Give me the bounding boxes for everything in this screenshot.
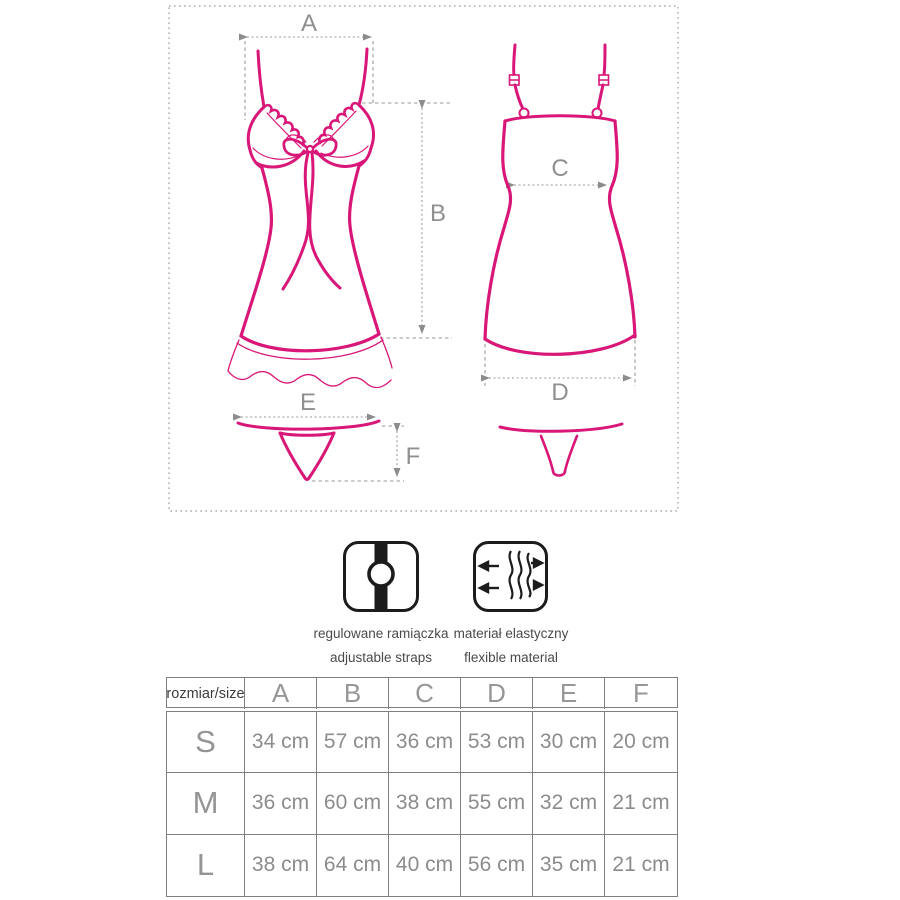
column-header-b: B xyxy=(317,678,389,709)
thong-front-left-edge xyxy=(280,433,305,478)
thong-back-right-edge xyxy=(565,436,577,471)
table-cell: 55 cm xyxy=(461,773,533,834)
thong-back-tip xyxy=(553,471,565,476)
table-cell: 36 cm xyxy=(245,773,317,834)
back-strap-right-upper xyxy=(604,45,605,75)
bow-knot xyxy=(307,146,313,152)
back-side-right xyxy=(609,121,635,337)
front-ruffle-right xyxy=(381,337,392,368)
thong-front-drawing xyxy=(238,421,379,480)
dimension-d-label: D xyxy=(551,379,569,406)
dimension-labels xyxy=(300,10,569,470)
strap-ring xyxy=(369,562,393,586)
dimension-b-label: B xyxy=(429,200,447,227)
feature-label-en-straps: adjustable straps xyxy=(329,650,433,665)
table-cell: 20 cm xyxy=(605,712,677,773)
front-ruffle-left xyxy=(228,340,239,371)
size-row-label-l: L xyxy=(167,835,245,896)
thong-front-waistband xyxy=(238,421,379,429)
table-cell: 35 cm xyxy=(533,835,605,896)
thong-back-drawing xyxy=(500,424,622,476)
table-cell: 32 cm xyxy=(533,773,605,834)
front-ruffle-wave xyxy=(228,371,391,388)
bow-loop-right xyxy=(312,139,336,155)
column-header-f: F xyxy=(633,678,649,708)
table-cell: 60 cm xyxy=(317,773,389,834)
front-strap-right xyxy=(359,49,367,105)
back-top-edge xyxy=(505,116,615,121)
back-side-left xyxy=(485,121,511,339)
back-view-drawing xyxy=(485,45,635,354)
table-cell: 36 cm xyxy=(389,712,461,773)
column-header-d: D xyxy=(461,678,533,709)
size-row-label-s: S xyxy=(167,712,245,773)
thong-front-top-edge xyxy=(280,433,334,435)
table-cell: 34 cm xyxy=(245,712,317,773)
front-side-right xyxy=(350,166,379,334)
back-strap-right-lower xyxy=(598,85,603,109)
feature-label-pl-material: materiał elastyczny xyxy=(453,626,569,641)
thong-back-waistband xyxy=(500,424,622,431)
front-cup-left-outer xyxy=(248,107,264,168)
adjustable-straps-icon xyxy=(343,541,419,612)
front-view-drawing xyxy=(228,49,392,388)
table-cell: 30 cm xyxy=(533,712,605,773)
table-cell: 21 cm xyxy=(605,773,677,834)
dimension-f-label: F xyxy=(405,443,421,470)
dimension-e-label: E xyxy=(299,389,317,416)
size-table-header xyxy=(166,677,678,708)
front-cup-right-outer xyxy=(359,105,374,166)
dimension-c-label: C xyxy=(551,155,569,182)
front-lace-edge-right xyxy=(319,103,359,143)
thong-back-left-edge xyxy=(541,436,553,471)
column-header-a: A xyxy=(245,678,317,709)
table-cell: 64 cm xyxy=(317,835,389,896)
table-cell: 21 cm xyxy=(612,853,670,877)
flexible-material-icon xyxy=(473,541,548,612)
table-cell: 53 cm xyxy=(461,712,533,773)
back-strap-left-upper xyxy=(514,45,515,75)
table-cell: 56 cm xyxy=(461,835,533,896)
size-table-corner-label: rozmiar/size xyxy=(167,678,245,709)
feature-label-en-material: flexible material xyxy=(464,650,558,665)
thong-front-right-edge xyxy=(309,433,334,478)
front-side-left xyxy=(241,168,271,336)
ribbon-tail-right xyxy=(310,153,340,288)
size-table-body xyxy=(166,711,678,897)
ribbon-tail-left xyxy=(283,153,308,289)
garment-measurement-diagram xyxy=(165,2,683,516)
column-header-c: C xyxy=(389,678,461,709)
table-cell: 38 cm xyxy=(245,835,317,896)
feature-label-pl-straps: regulowane ramiączka xyxy=(313,626,449,641)
table-cell: 38 cm xyxy=(389,773,461,834)
front-strap-left xyxy=(258,51,264,107)
front-lace-edge-left xyxy=(264,105,304,145)
thong-front-apex xyxy=(305,478,309,480)
table-cell: 40 cm xyxy=(389,835,461,896)
column-header-e: E xyxy=(533,678,605,709)
dimension-a-label: A xyxy=(300,10,318,37)
size-row-label-m: M xyxy=(167,773,245,834)
back-hem xyxy=(485,335,635,354)
table-cell: 57 cm xyxy=(317,712,389,773)
back-strap-left-lower xyxy=(515,85,523,109)
front-hem xyxy=(241,334,379,351)
